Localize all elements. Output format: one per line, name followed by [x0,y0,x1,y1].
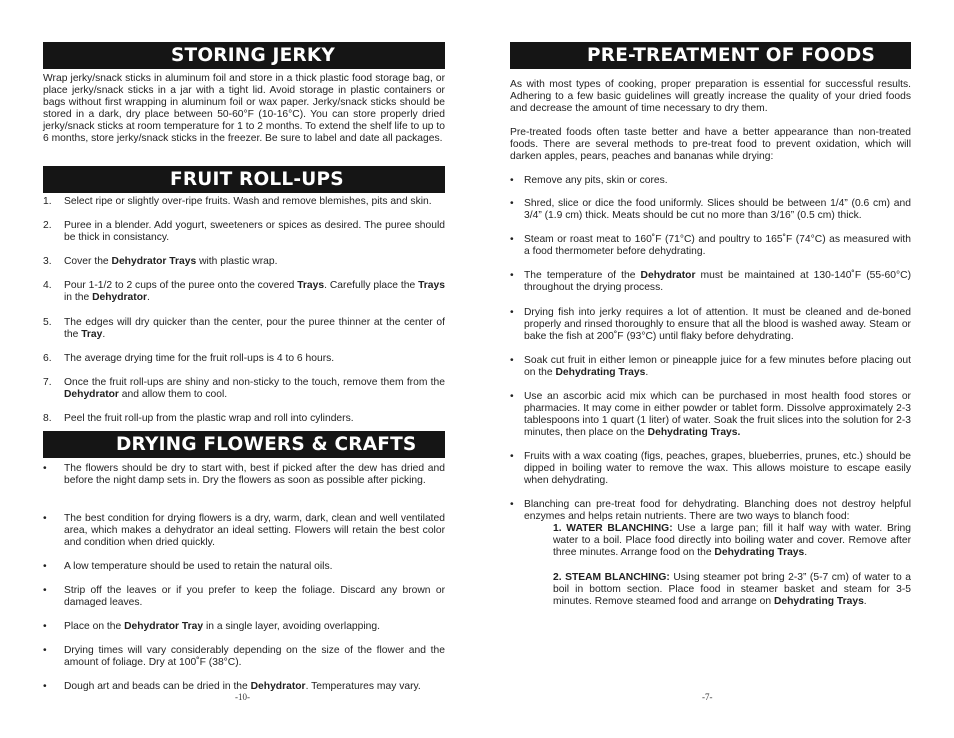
list-item: 4. Pour 1-1/2 to 2 cups of the puree onto the covered Trays. Carefully place the Trays in the Dehydrator. [43,280,445,304]
intro-paragraph: Pre-treated foods often taste better and have a better appearance than non-treated foods. There are several methods to pre-treat food to prevent oxidation, which will darken apples, pears, peaches and bananas while drying: [510,127,911,163]
list-item: • Shred, slice or dice the food uniformly. Slices should be between 1/4” (0.6 cm) and 3/4” (1.9 cm) thick. Meats should be cut no more than 3/16” (0.5 cm) thick. [510,198,911,222]
storing-jerky-heading: STORING JERKY [43,42,445,69]
bullet-icon: • [43,513,47,524]
bullet-icon: • [510,198,514,209]
list-item: • The temperature of the Dehydrator must be maintained at 130-140˚F (55-60°C) throughout the drying process. [510,270,911,294]
bullet-icon: • [510,307,514,318]
list-item: 5. The edges will dry quicker than the center, pour the puree thinner at the center of the Tray. [43,317,445,341]
bullet-icon: • [43,463,47,474]
bullet-icon: • [510,355,514,366]
list-item: 6. The average drying time for the fruit roll-ups is 4 to 6 hours. [43,353,335,364]
fruit-rollups-heading: FRUIT ROLL-UPS [43,166,445,193]
list-item: • Drying times will vary considerably depending on the size of the flower and the amount of foliage. Dry at 100˚F (38°C). [43,645,445,669]
bullet-icon: • [510,499,514,510]
storing-jerky-paragraph: Wrap jerky/snack sticks in aluminum foil and store in a thick plastic food storage bag, or place jerky/snack sticks in a jar with a tight lid. Avoid storage in plastic containers or bags without first wrapping in aluminum foil or wax paper. Jerky/snack sticks should be stored in a dark, dry place between 50-60°F (10-16°C). You can store properly dried jerky/snack sticks at room temperature for 1 to 2 months. To extend the shelf life to up to 6 months, store jerky/snack sticks in the freezer. Be sure to label and date all packages. [43,73,445,145]
bullet-icon: • [510,234,514,245]
bullet-icon: • [43,621,47,632]
bullet-icon: • [43,561,47,572]
list-item: 1. Select ripe or slightly over-ripe fruits. Wash and remove blemishes, pits and skin. [43,196,432,207]
list-item: • Place on the Dehydrator Tray in a single layer, avoiding overlapping. [43,621,380,632]
pre-treatment-heading: PRE-TREATMENT OF FOODS [510,42,911,69]
intro-paragraph: As with most types of cooking, proper preparation is essential for successful results. Adhering to a few basic guidelines will greatly increase the quality of your dried foods and decrease the amount of time necessary to dry them. [510,79,911,115]
steam-blanching-step: 2. STEAM BLANCHING: Using steamer pot bring 2-3” (5-7 cm) of water to a boil in bottom section. Place food in steamer basket and steam for 3-5 minutes. Remove steamed food and arrange on Dehydrating Trays. [553,572,911,608]
list-item: 7. Once the fruit roll-ups are shiny and non-sticky to the touch, remove them from the Dehydrator and allow them to cool. [43,377,445,401]
list-item: • Dough art and beads can be dried in the Dehydrator. Temperatures may vary. [43,681,421,692]
bullet-icon: • [43,681,47,692]
list-item: • Fruits with a wax coating (figs, peaches, grapes, blueberries, prunes, etc.) should be dipped in boiling water to remove the wax. This allows moisture to escape easily when dehydrating. [510,451,911,487]
bullet-icon: • [510,451,514,462]
list-item: • The best condition for drying flowers is a dry, warm, dark, clean and well ventilated area, which makes a dehydrator an ideal setting. Flowers will retain the best color and condition when dried quickly. [43,513,445,549]
list-item: • A low temperature should be used to retain the natural oils. [43,561,333,572]
water-blanching-step: 1. WATER BLANCHING: Use a large pan; fill it half way with water. Bring water to a boil. Place food directly into boiling water and cover. Remove after three minutes. Arrange food on the Dehydrating Trays. [553,523,911,559]
bullet-icon: • [510,175,514,186]
list-item: • Blanching can pre-treat food for dehydrating. Blanching does not destroy helpful enzymes and helps retain nutrients. There are two ways to blanch food: [510,499,911,523]
list-item: • The flowers should be dry to start with, best if picked after the dew has dried and before the night damp sets in. Dry the flowers as soon as possible after picking. [43,463,445,487]
list-item: • Steam or roast meat to 160˚F (71°C) and poultry to 165˚F (74°C) as measured with a food thermometer before dehydrating. [510,234,911,258]
list-item: 8. Peel the fruit roll-up from the plastic wrap and roll into cylinders. [43,413,354,424]
list-item: • Use an ascorbic acid mix which can be purchased in most health food stores or pharmacies. It may come in either powder or tablet form. Dissolve approximately 2-3 tablespoons into 1 quart (1 liter) of water. Soak the fruit slices into the solution for 2-3 minutes, then place on the Dehydrating Trays. [510,391,911,439]
list-item: • Remove any pits, skin or cores. [510,175,668,186]
bullet-icon: • [43,585,47,596]
bullet-icon: • [43,645,47,656]
drying-flowers-heading: DRYING FLOWERS & CRAFTS [43,431,445,458]
page-number: -10- [235,692,250,702]
list-item: • Strip off the leaves or if you prefer to keep the foliage. Discard any brown or damaged leaves. [43,585,445,609]
list-item: • Drying fish into jerky requires a lot of attention. It must be cleaned and de-boned properly and rinsed thoroughly to ensure that all the blood is washed away. Steam or bake the fish at 200˚F (93°C) until flaky before dehydrating. [510,307,911,343]
page-number: -7- [702,692,713,702]
list-item: • Soak cut fruit in either lemon or pineapple juice for a few minutes before placing out on the Dehydrating Trays. [510,355,911,379]
bullet-icon: • [510,270,514,281]
list-item: 3. Cover the Dehydrator Trays with plastic wrap. [43,256,278,267]
list-item: 2. Puree in a blender. Add yogurt, sweeteners or spices as desired. The puree should be thick in consistancy. [43,220,445,244]
bullet-icon: • [510,391,514,402]
